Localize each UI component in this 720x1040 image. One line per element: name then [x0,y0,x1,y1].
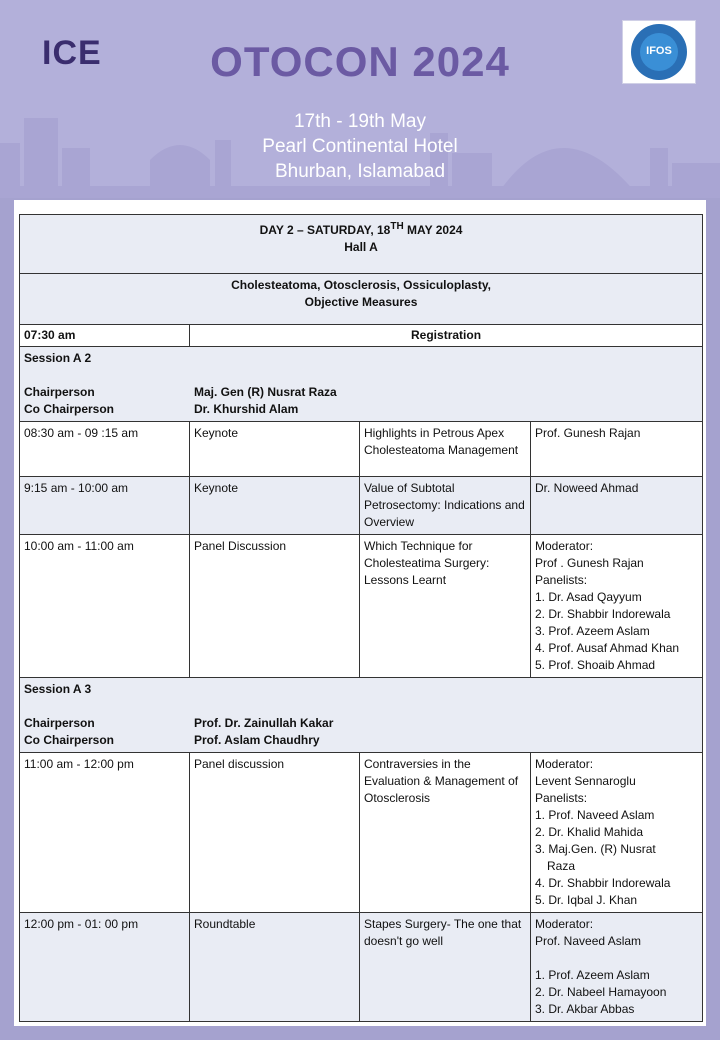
chairperson-name: Prof. Dr. Zainullah Kakar [194,716,334,730]
item-speaker-list: Moderator: Prof . Gunesh Rajan Panelists: 1. Dr. Asad Qayyum 2. Dr. Shabbir Indorewala 3. Prof. Azeem Aslam 4. Prof. Ausaf Ahmad Khan 5. Prof. Shoaib Ahmad [531,535,703,678]
schedule-row [20,477,703,535]
co-chairperson-label: Co Chairperson [24,402,115,416]
co-chairperson-label: Co Chairperson [24,733,115,747]
co-chairperson-name: Dr. Khurshid Alam [194,402,299,416]
chairperson-label: Chairperson [24,716,95,730]
chairperson-name: Maj. Gen (R) Nusrat Raza [194,385,337,399]
theme-line-2: Objective Measures [304,295,418,309]
schedule-panel [14,200,706,1026]
ifos-logo: IFOS [622,20,696,84]
schedule-row [20,422,703,477]
item-topic: Stapes Surgery- The one that doesn't go well [360,913,531,1022]
item-topic: Highlights in Petrous Apex Cholesteatoma Management [360,422,531,477]
day-title-row [20,215,703,274]
schedule-row [20,753,703,913]
item-type: Keynote [190,422,360,477]
item-time: 11:00 am - 12:00 pm [20,753,190,913]
theme-row [20,274,703,325]
session-name: Session A 2 [24,351,92,365]
banner-header [0,0,720,198]
registration-label: Registration [190,325,703,347]
item-topic: Value of Subtotal Petrosectomy: Indications and Overview [360,477,531,535]
item-type: Keynote [190,477,360,535]
hall-heading: Hall A [344,240,378,254]
registration-row [20,325,703,347]
conference-dates: 17th - 19th May [293,111,427,132]
ice-logo: ICE [42,34,102,72]
item-topic: Contraversies in the Evaluation & Management of Otosclerosis [360,753,531,913]
item-speaker: Prof. Gunesh Rajan [531,422,703,477]
conference-venue: Pearl Continental Hotel [262,136,458,157]
item-speaker-list: Moderator: Levent Sennaroglu Panelists: 1. Prof. Naveed Aslam 2. Dr. Khalid Mahida 3. Maj.Gen. (R) Nusrat Raza 4. Dr. Shabbir Indorewala 5. Dr. Iqbal J. Khan [531,753,703,913]
item-speaker: Dr. Noweed Ahmad [531,477,703,535]
session-header-row [20,347,703,422]
session-header-row [20,678,703,753]
item-speaker-list: Moderator: Prof. Naveed Aslam 1. Prof. Azeem Aslam 2. Dr. Nabeel Hamayoon 3. Dr. Akbar Abbas [531,913,703,1022]
registration-time: 07:30 am [20,325,190,347]
item-time: 12:00 pm - 01: 00 pm [20,913,190,1022]
item-time: 9:15 am - 10:00 am [20,477,190,535]
item-type: Roundtable [190,913,360,1022]
conference-city: Bhurban, Islamabad [274,161,446,182]
item-type: Panel discussion [190,753,360,913]
schedule-row [20,535,703,678]
schedule-row [20,913,703,1022]
co-chairperson-name: Prof. Aslam Chaudhry [194,733,320,747]
conference-title: OTOCON 2024 [210,38,510,85]
theme-line-1: Cholesteatoma, Otosclerosis, Ossiculoplasty, [231,278,491,292]
day-heading: DAY 2 – SATURDAY, 18TH MAY 2024 [259,221,463,237]
chairperson-label: Chairperson [24,385,95,399]
item-type: Panel Discussion [190,535,360,678]
session-name: Session A 3 [24,682,92,696]
item-time: 08:30 am - 09 :15 am [20,422,190,477]
item-time: 10:00 am - 11:00 am [20,535,190,678]
schedule-table [19,214,703,1022]
item-topic: Which Technique for Cholesteatima Surgery: Lessons Learnt [360,535,531,678]
